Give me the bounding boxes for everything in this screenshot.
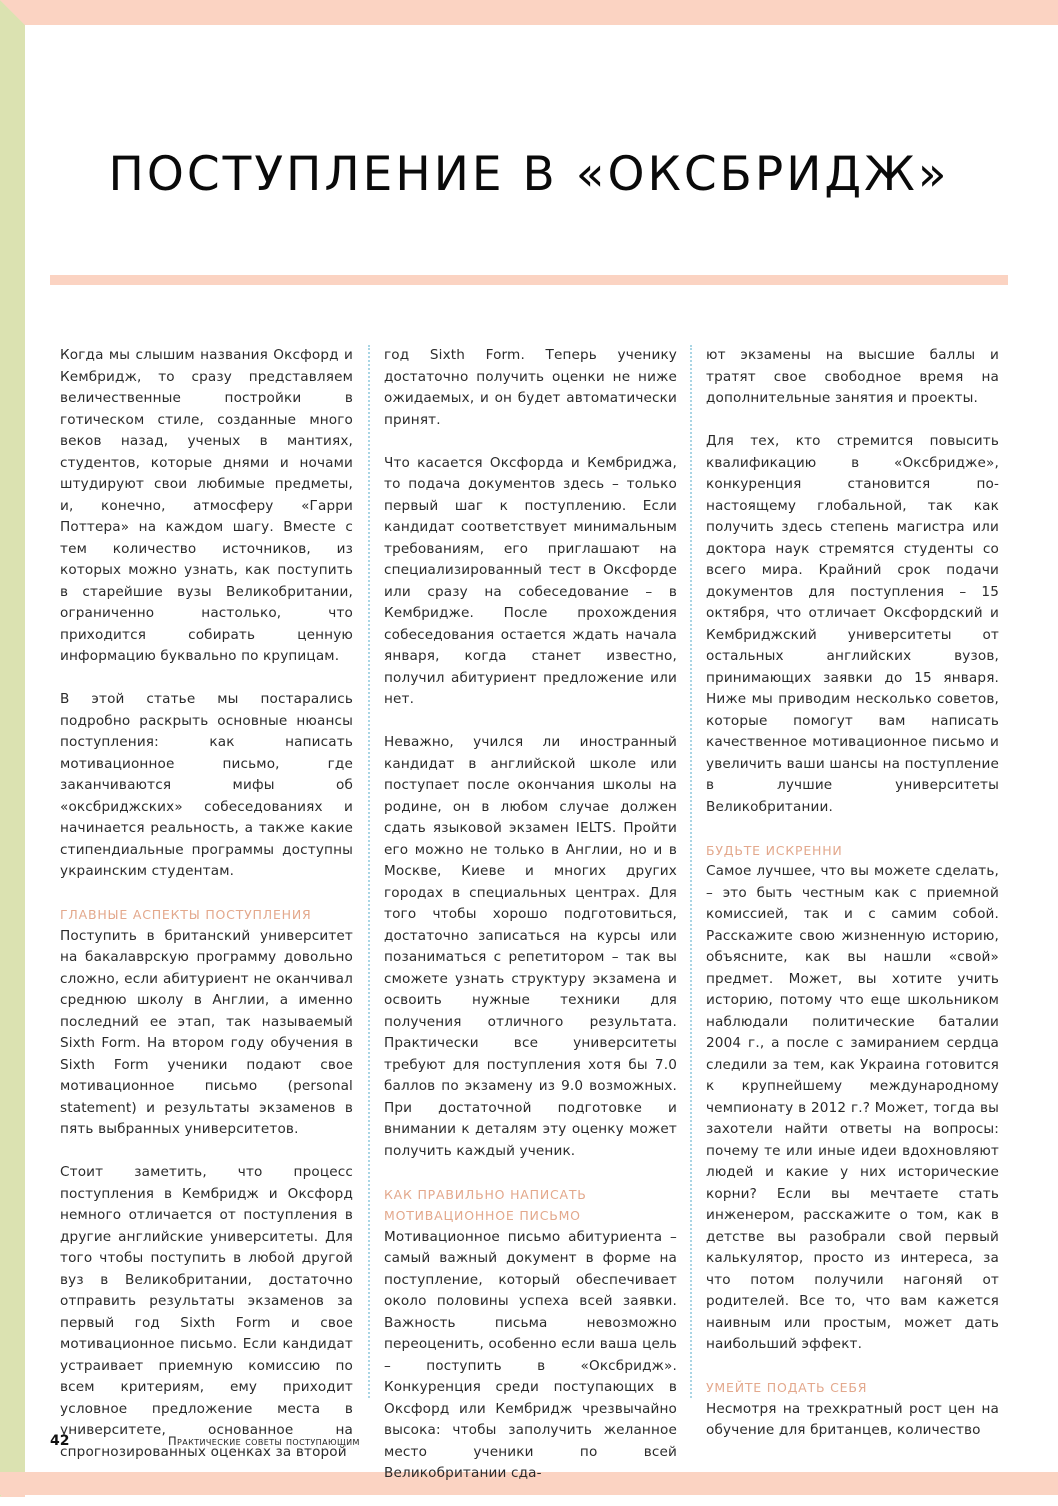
paragraph: Мотивационное письмо абитуриента – самый важный документ в форме на поступление, который обеспечивает около половины успеха всей заявки. Важность письма невозможно переоценить, особенно если ваша цель – поступить в «Оксбридж». Конкуренция среди поступающих в Оксфорд или Кембридж чрезвычайно высока: чтобы заполучить желанное место ученики по всей Великобритании сда- [384,1228,677,1481]
section-heading: КАК ПРАВИЛЬНО НАПИСАТЬ МОТИВАЦИОННОЕ ПИСЬМО [384,1186,587,1223]
paragraph: Что касается Оксфорда и Кембриджа, то подача документов здесь – только первый шаг к поступлению. Если кандидат соответствует минимальным требованиям, его приглашают на специализированный тест в Оксфорде или сразу на собеседование – в Кембридже. После прохождения собеседования остается ждать начала января, когда станет известно, получил абитуриент предложение или нет. [384,454,677,707]
column-2 [384,345,677,1506]
page-number: 42 [50,1433,70,1449]
paragraph: Самое лучшее, что вы можете сделать, – это быть честным как с приемной комиссией, так и с самим собой. Расскажите свою жизненную историю, объясните, как вы нашли «свой» предмет. Может, вы хотите учить историю, потому что еще школьником наблюдали политические баталии 2004 г., а после с замиранием сердца следили за тем, как Украина готовится к крупнейшему международному чемпионату в 2012 г.? Может, тогда вы захотели найти ответы на вопросы: почему те или иные идеи вдохновляют людей и какие у них исторические корни? Если вы мечтаете стать инженером, расскажите о том, как в детстве вы разобрали свой первый калькулятор, просто из интереса, за что потом получили нагоняй от родителей. Все то, что вам кажется наивным или простым, может дать наибольший эффект. [706,863,999,1352]
top-accent-bar [0,0,1058,25]
left-accent-bar [0,0,25,1497]
column-3 [706,345,999,1463]
paragraph: В этой статье мы постарались подробно раскрыть основные нюансы поступления: как написать мотивационное письмо, где заканчиваются мифы об «оксбриджских» собеседованиях и начинается реальность, а также какие стипендиальные программы доступны украинским студентам. [60,691,353,879]
section-title-text: Практические советы поступающим [168,1434,360,1448]
section-heading: БУДЬТЕ ИСКРЕННИ [706,842,843,858]
section-heading: ГЛАВНЫЕ АСПЕКТЫ ПОСТУПЛЕНИЯ [60,907,312,922]
title-underline-rule [50,275,1008,285]
paragraph: Поступить в британский университет на бакалаврскую программу довольно сложно, если абитуриент не оканчивал среднюю школу в Англии, а именно последний ее этап, так называемый Sixth Form. На втором году обучения в Sixth Form ученики подают свое мотивационное письмо (personal statement) и результаты экзаменов в пять выбранных университетов. [60,927,353,1137]
paragraph: Для тех, кто стремится повысить квалификацию в «Оксбридже», конкуренция становится по-настоящему глобальной, так как получить здесь степень магистра или доктора наук стремятся студенты со всего мира. Крайний срок подачи документов для поступления – 15 октября, что отличает Оксфордский и Кембриджский университеты от остальных английских вузов, принимающих заявки до 15 января. Ниже мы приводим несколько советов, которые помогут вам написать качественное мотивационное письмо и увеличить ваши шансы на поступление в лучшие университеты Великобритании. [706,433,999,815]
column-divider [690,345,692,1398]
paragraph: Стоит заметить, что процесс поступления в Кембридж и Оксфорд немного отличается от поступления в другие английские университеты. Для того чтобы поступить в любой другой вуз в Великобритании, достаточно отправить результаты экзаменов за первый год Sixth Form и свое мотивационное письмо. Если кандидат устраивает приемную комиссию по всем критериям, ему приходит условное предложение места в университете, основанное на спрогнозированных оценках за второй [60,1164,353,1460]
article-title: ПОСТУПЛЕНИЕ В «ОКСБРИДЖ» [108,147,950,202]
section-heading: УМЕЙТЕ ПОДАТЬ СЕБЯ [706,1380,868,1395]
column-divider [368,345,370,1398]
paragraph: Несмотря на трехкратный рост цен на обучение для британцев, количество [706,1400,999,1438]
paragraph: Когда мы слышим названия Оксфорд и Кембридж, то сразу представляем величественные постройки в готическом стиле, созданные много веков назад, ученых в мантиях, студентов, которые днями и ночами штудируют свои любимые предметы, и, конечно, атмосферу «Гарри Поттера» на каждом шагу. Вместе с тем количество источников, из которых можно узнать, как поступить в старейшие вузы Великобритании, ограниченно настолько, что приходится собирать ценную информацию буквально по крупицам. [60,347,353,664]
column-1 [60,345,353,1485]
paragraph: ют экзамены на высшие баллы и тратят свое свободное время на дополнительные занятия и проекты. [706,347,999,406]
paragraph: Неважно, учился ли иностранный кандидат в английской школе или поступает после окончания школы на родине, он в любом случае должен сдать языковой экзамен IELTS. Пройти его можно не только в Англии, но и в Москве, Киеве и многих других городах в специальных центрах. Для того чтобы хорошо подготовиться, достаточно записаться на курсы или позаниматься с репетитором – так вы сможете узнать структуру экзамена и освоить нужные техники для получения отличного результата. Практически все университеты требуют для поступления хотя бы 7.0 баллов по экзамену из 9.0 возможных. При достаточной подготовке и внимании к деталям эту оценку может получить каждый ученик. [384,734,677,1159]
paragraph: год Sixth Form. Теперь ученику достаточно получить оценки не ниже ожидаемых, и он будет автоматически принят. [384,347,677,428]
running-footer-section-title [168,1434,360,1448]
